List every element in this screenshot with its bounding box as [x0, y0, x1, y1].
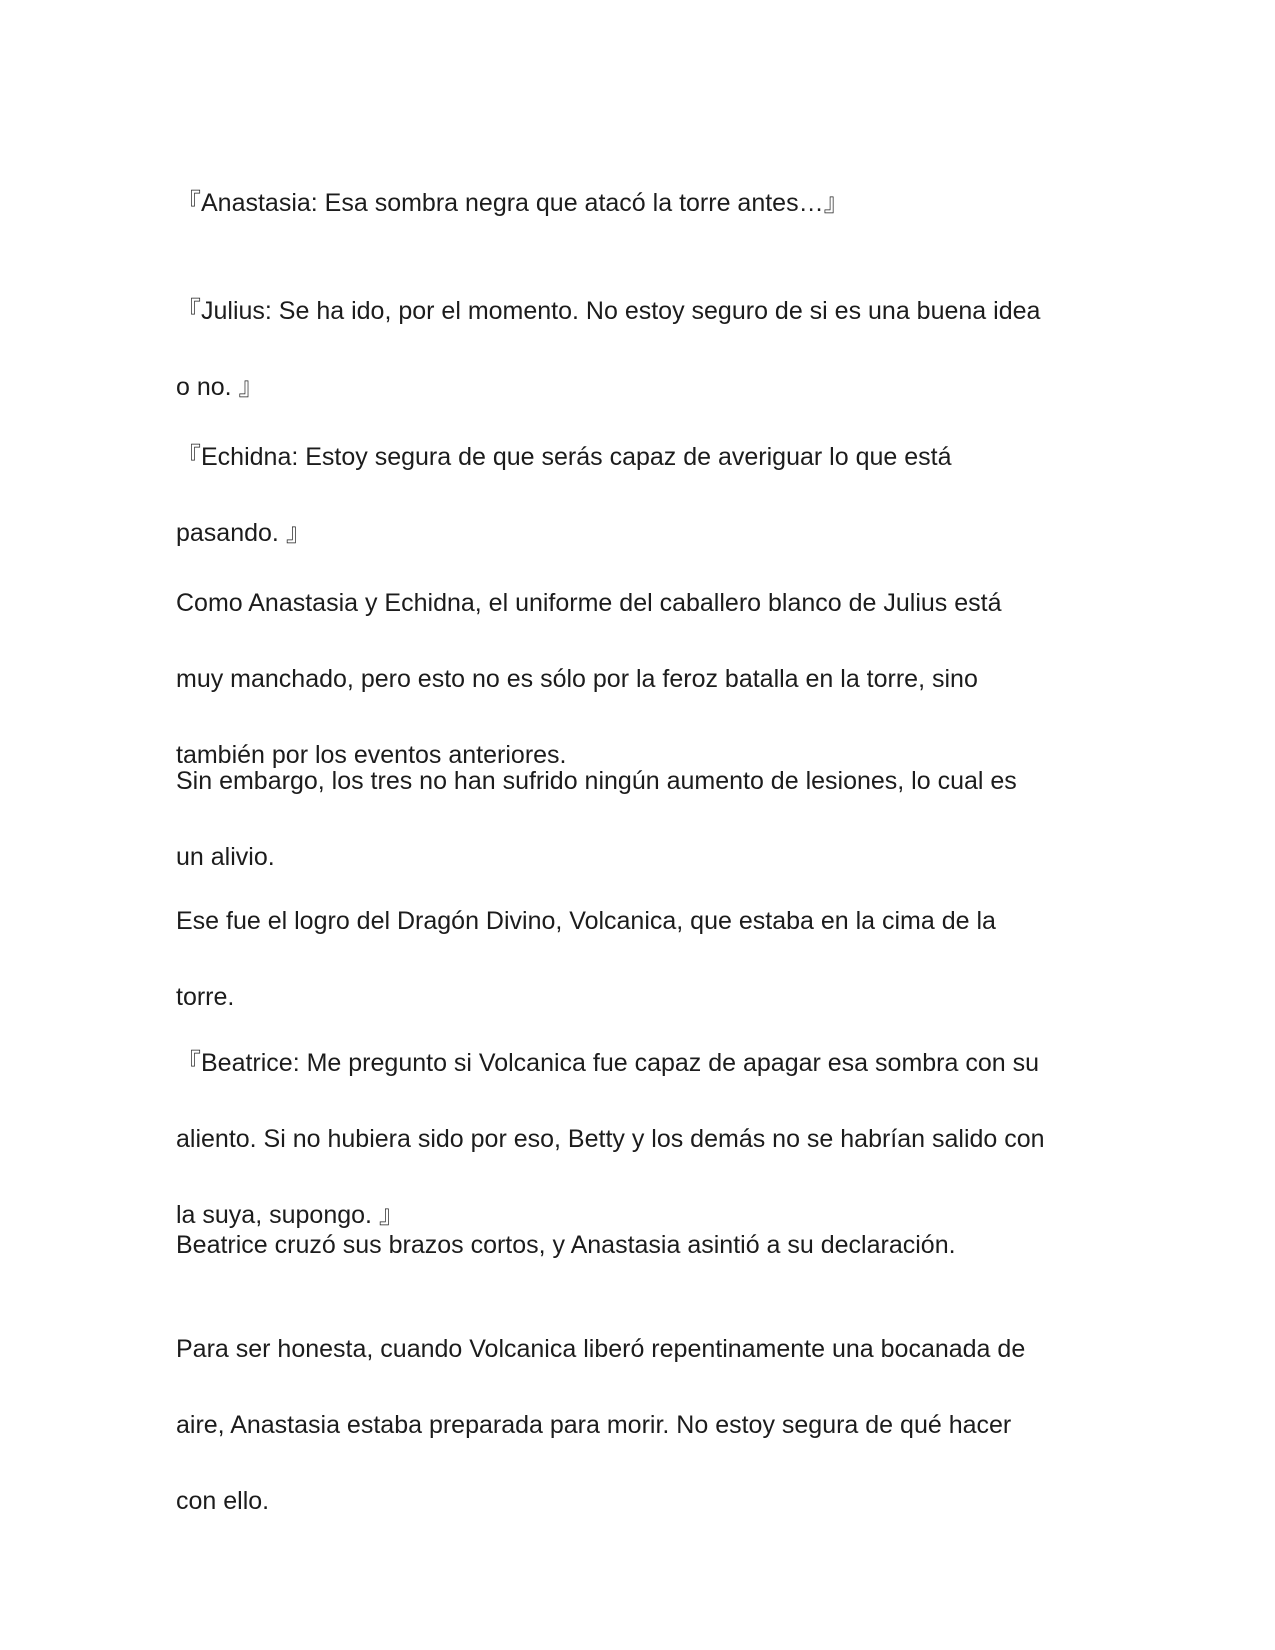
text-line: con ello.: [176, 1487, 270, 1515]
text-line: muy manchado, pero esto no es sólo por la feroz batalla en la torre, sino: [176, 665, 978, 693]
text-line: Ese fue el logro del Dragón Divino, Volcanica, que estaba en la cima de la: [176, 907, 996, 935]
text-line: o no. 』: [176, 373, 264, 401]
text-line: torre.: [176, 983, 235, 1011]
text-line: Beatrice cruzó sus brazos cortos, y Anastasia asintió a su declaración.: [176, 1231, 956, 1259]
text-line: Para ser honesta, cuando Volcanica liberó repentinamente una bocanada de: [176, 1335, 1026, 1363]
text-line: Sin embargo, los tres no han sufrido ningún aumento de lesiones, lo cual es: [176, 767, 1017, 795]
paragraph-honesty-narration: [176, 1292, 1106, 1558]
paragraph-beatrice-narration: [176, 1188, 1106, 1302]
text-line: aire, Anastasia estaba preparada para morir. No estoy segura de qué hacer: [176, 1411, 1012, 1439]
paragraph-anastasia-dialogue: [176, 146, 1106, 260]
text-line: 『Beatrice: Me pregunto si Volcanica fue capaz de apagar esa sombra con su: [176, 1049, 1040, 1077]
text-line: aliento. Si no hubiera sido por eso, Betty y los demás no se habrían salido con: [176, 1125, 1045, 1153]
text-line: la suya, supongo. 』: [176, 1201, 404, 1229]
text-line: 『Echidna: Estoy segura de que serás capaz de averiguar lo que está: [176, 443, 952, 471]
text-line: 『Julius: Se ha ido, por el momento. No estoy seguro de si es una buena idea: [176, 297, 1041, 325]
text-line: 『Anastasia: Esa sombra negra que atacó la torre antes…』: [176, 189, 849, 217]
text-line: Como Anastasia y Echidna, el uniforme del caballero blanco de Julius está: [176, 589, 1002, 617]
text-line: pasando. 』: [176, 519, 311, 547]
text-line: también por los eventos anteriores.: [176, 741, 567, 769]
text-line: un alivio.: [176, 843, 275, 871]
